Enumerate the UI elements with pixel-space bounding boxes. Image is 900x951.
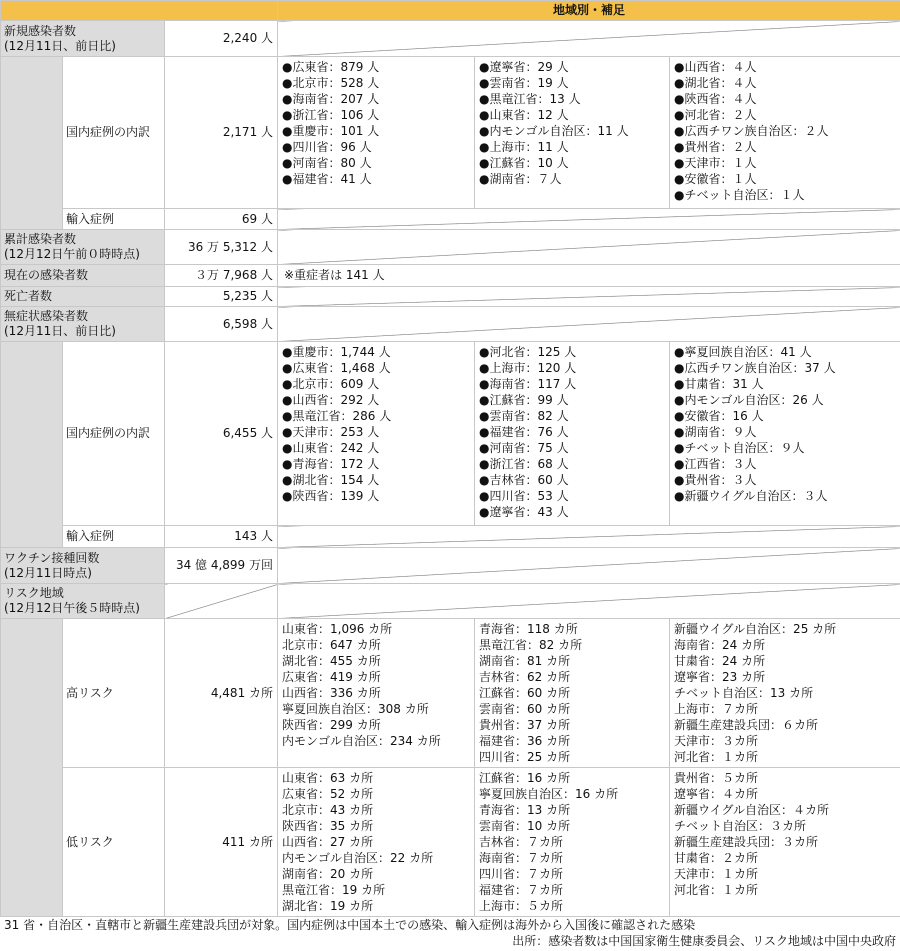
list-item: ●安徽省：１人 bbox=[674, 172, 757, 186]
new-cases-value: 2,240 人 bbox=[165, 21, 278, 57]
list-item: 甘粛省：24 カ所 bbox=[674, 654, 766, 668]
list-item: ●広西チワン族自治区：２人 bbox=[674, 124, 829, 138]
list-item: ●福建省：76 人 bbox=[479, 425, 569, 439]
list-item: ●湖南省：９人 bbox=[674, 425, 757, 439]
list-item: 山西省：336 カ所 bbox=[282, 686, 381, 700]
asymptomatic-label: 無症状感染者数 (12月11日、前日比) bbox=[1, 307, 165, 342]
high-risk-value: 4,481 カ所 bbox=[165, 619, 278, 768]
list-item: 寧夏回族自治区：308 カ所 bbox=[282, 702, 429, 716]
deaths-label: 死亡者数 bbox=[1, 287, 165, 307]
high-risk-row bbox=[1, 619, 900, 768]
list-item: ●河南省：80 人 bbox=[282, 156, 372, 170]
list-item: 陝西省：35 カ所 bbox=[282, 819, 374, 833]
list-item: 福建省：７カ所 bbox=[479, 883, 564, 897]
list-item: ●陝西省：４人 bbox=[674, 92, 757, 106]
list-item: 陝西省：299 カ所 bbox=[282, 718, 381, 732]
list-item: ●浙江省：68 人 bbox=[479, 457, 569, 471]
asym-domestic-row bbox=[1, 342, 900, 526]
list-item: 四川省：25 カ所 bbox=[479, 750, 571, 764]
header-row bbox=[1, 1, 900, 21]
list-item: 貴州省：37 カ所 bbox=[479, 718, 571, 732]
low-risk-row bbox=[1, 768, 900, 917]
list-item: 雲南省：60 カ所 bbox=[479, 702, 571, 716]
list-item: ●新疆ウイグル自治区：３人 bbox=[674, 489, 828, 503]
list-item: ●陝西省：139 人 bbox=[282, 489, 380, 503]
low-risk-value: 411 カ所 bbox=[165, 768, 278, 917]
list-item: ●山西省：４人 bbox=[674, 60, 757, 74]
list-item: ●天津市：253 人 bbox=[282, 425, 380, 439]
list-item: 上海市：５カ所 bbox=[479, 899, 564, 913]
asymptomatic-value: 6,598 人 bbox=[165, 307, 278, 342]
new-imported-row bbox=[1, 209, 900, 230]
list-item: ●湖南省：７人 bbox=[479, 172, 562, 186]
list-item: 山東省：63 カ所 bbox=[282, 771, 374, 785]
current-label: 現在の感染者数 bbox=[1, 265, 165, 287]
list-item: 新疆ウイグル自治区：４カ所 bbox=[674, 803, 830, 817]
asym-domestic-col3 bbox=[670, 342, 900, 526]
current-value: ３万 7,968 人 bbox=[165, 265, 278, 287]
list-item: ●海南省：207 人 bbox=[282, 92, 380, 106]
list-item: 内モンゴル自治区：234 カ所 bbox=[282, 734, 441, 748]
list-item: チベット自治区：３カ所 bbox=[674, 819, 807, 833]
asym-imported-label: 輸入症例 bbox=[63, 526, 165, 548]
asym-domestic-col2 bbox=[475, 342, 670, 526]
list-item: 河北省：１カ所 bbox=[674, 750, 759, 764]
list-item: ●四川省：96 人 bbox=[282, 140, 372, 154]
new-cases-label: 新規感染者数 (12月11日、前日比) bbox=[1, 21, 165, 57]
list-item: ●重慶市：101 人 bbox=[282, 124, 380, 138]
list-item: ●チベット自治区：９人 bbox=[674, 441, 805, 455]
list-item: 甘粛省：２カ所 bbox=[674, 851, 759, 865]
asym-domestic-label: 国内症例の内訳 bbox=[63, 342, 165, 526]
list-item: ●四川省：53 人 bbox=[479, 489, 569, 503]
asym-domestic-value: 6,455 人 bbox=[165, 342, 278, 526]
list-item: ●チベット自治区：１人 bbox=[674, 188, 805, 202]
list-item: 上海市：７カ所 bbox=[674, 702, 759, 716]
vaccine-label: ワクチン接種回数 (12月11日時点) bbox=[1, 548, 165, 584]
list-item: 雲南省：10 カ所 bbox=[479, 819, 571, 833]
vaccine-value: 34 億 4,899 万回 bbox=[165, 548, 278, 584]
list-item: 四川省：７カ所 bbox=[479, 867, 564, 881]
new-domestic-value: 2,171 人 bbox=[165, 57, 278, 209]
low-risk-col3 bbox=[670, 768, 900, 917]
cumulative-row bbox=[1, 230, 900, 265]
list-item: ●内モンゴル自治区：26 人 bbox=[674, 393, 824, 407]
list-item: 山東省：1,096 カ所 bbox=[282, 622, 393, 636]
list-item: ●広西チワン族自治区：37 人 bbox=[674, 361, 836, 375]
asym-domestic-col1 bbox=[278, 342, 475, 526]
new-domestic-row bbox=[1, 57, 900, 209]
list-item: 広東省：419 カ所 bbox=[282, 670, 381, 684]
list-item: ●江蘇省：99 人 bbox=[479, 393, 569, 407]
asym-imported-row bbox=[1, 526, 900, 548]
list-item: ●江蘇省：10 人 bbox=[479, 156, 569, 170]
list-item: ●上海市：120 人 bbox=[479, 361, 577, 375]
list-item: ●重慶市：1,744 人 bbox=[282, 345, 391, 359]
list-item: 湖南省：20 カ所 bbox=[282, 867, 374, 881]
list-item: ●広東省：879 人 bbox=[282, 60, 380, 74]
high-risk-col1 bbox=[278, 619, 475, 768]
new-domestic-col1 bbox=[278, 57, 475, 209]
new-imported-value: 69 人 bbox=[165, 209, 278, 230]
new-domestic-col3 bbox=[670, 57, 900, 209]
list-item: 貴州省：５カ所 bbox=[674, 771, 759, 785]
list-item: ●浙江省：106 人 bbox=[282, 108, 380, 122]
high-risk-label: 高リスク bbox=[63, 619, 165, 768]
list-item: 遼寧省：４カ所 bbox=[674, 787, 759, 801]
risk-row bbox=[1, 584, 900, 619]
list-item: ●山東省：12 人 bbox=[479, 108, 569, 122]
list-item: 北京市：647 カ所 bbox=[282, 638, 381, 652]
asym-imported-value: 143 人 bbox=[165, 526, 278, 548]
low-risk-col1 bbox=[278, 768, 475, 917]
deaths-row bbox=[1, 287, 900, 307]
list-item: ●湖北省：154 人 bbox=[282, 473, 380, 487]
list-item: 吉林省：７カ所 bbox=[479, 835, 564, 849]
region-header: 地域別・補足 bbox=[278, 1, 900, 21]
list-item: 天津市：３カ所 bbox=[674, 734, 759, 748]
list-item: ●青海省：172 人 bbox=[282, 457, 380, 471]
list-item: 広東省：52 カ所 bbox=[282, 787, 374, 801]
list-item: ●広東省：1,468 人 bbox=[282, 361, 391, 375]
list-item: ●江西省：３人 bbox=[674, 457, 757, 471]
list-item: 湖北省：455 カ所 bbox=[282, 654, 381, 668]
list-item: チベット自治区：13 カ所 bbox=[674, 686, 814, 700]
list-item: ●安徽省：16 人 bbox=[674, 409, 764, 423]
asymptomatic-row bbox=[1, 307, 900, 342]
list-item: 黒竜江省：19 カ所 bbox=[282, 883, 386, 897]
list-item: ●遼寧省：43 人 bbox=[479, 505, 569, 519]
list-item: 新疆生産建設兵団：６カ所 bbox=[674, 718, 819, 732]
list-item: 青海省：13 カ所 bbox=[479, 803, 571, 817]
list-item: ●北京市：609 人 bbox=[282, 377, 380, 391]
new-imported-label: 輸入症例 bbox=[63, 209, 165, 230]
list-item: 天津市：１カ所 bbox=[674, 867, 759, 881]
current-row bbox=[1, 265, 900, 287]
list-item: 内モンゴル自治区：22 カ所 bbox=[282, 851, 434, 865]
vaccine-row bbox=[1, 548, 900, 584]
severe-note: ※重症者は 141 人 bbox=[278, 265, 900, 287]
deaths-value: 5,235 人 bbox=[165, 287, 278, 307]
list-item: ●雲南省：19 人 bbox=[479, 76, 569, 90]
list-item: ●天津市：１人 bbox=[674, 156, 757, 170]
list-item: ●河北省：125 人 bbox=[479, 345, 577, 359]
list-item: ●貴州省：２人 bbox=[674, 140, 757, 154]
list-item: ●雲南省：82 人 bbox=[479, 409, 569, 423]
list-item: ●山東省：242 人 bbox=[282, 441, 380, 455]
list-item: 吉林省：62 カ所 bbox=[479, 670, 571, 684]
low-risk-label: 低リスク bbox=[63, 768, 165, 917]
list-item: ●河南省：75 人 bbox=[479, 441, 569, 455]
list-item: ●山西省：292 人 bbox=[282, 393, 380, 407]
list-item: ●湖北省：４人 bbox=[674, 76, 757, 90]
list-item: 福建省：36 カ所 bbox=[479, 734, 571, 748]
list-item: 河北省：１カ所 bbox=[674, 883, 759, 897]
list-item: 新疆ウイグル自治区：25 カ所 bbox=[674, 622, 837, 636]
cumulative-value: 36 万 5,312 人 bbox=[165, 230, 278, 265]
list-item: ●寧夏回族自治区：41 人 bbox=[674, 345, 812, 359]
list-item: ●海南省：117 人 bbox=[479, 377, 577, 391]
high-risk-col2 bbox=[475, 619, 670, 768]
list-item: ●河北省：２人 bbox=[674, 108, 757, 122]
list-item: ●吉林省：60 人 bbox=[479, 473, 569, 487]
cumulative-label: 累計感染者数 (12月12日午前０時時点) bbox=[1, 230, 165, 265]
list-item: 遼寧省：23 カ所 bbox=[674, 670, 766, 684]
list-item: 江蘇省：16 カ所 bbox=[479, 771, 571, 785]
list-item: 山西省：27 カ所 bbox=[282, 835, 374, 849]
list-item: 湖南省：81 カ所 bbox=[479, 654, 571, 668]
new-cases-row bbox=[1, 21, 900, 57]
list-item: ●黒竜江省：13 人 bbox=[479, 92, 581, 106]
new-domestic-col2 bbox=[475, 57, 670, 209]
list-item: 新疆生産建設兵団：３カ所 bbox=[674, 835, 819, 849]
list-item: ●黒竜江省：286 人 bbox=[282, 409, 392, 423]
footer-note: 31 省・自治区・直轄市と新疆生産建設兵団が対象。国内症例は中国本土での感染、輸入症例は海外から入国後に確認された感染 bbox=[4, 918, 696, 932]
footer bbox=[0, 917, 900, 949]
new-domestic-label: 国内症例の内訳 bbox=[63, 57, 165, 209]
list-item: ●貴州省：３人 bbox=[674, 473, 757, 487]
low-risk-col2 bbox=[475, 768, 670, 917]
list-item: ●上海市：11 人 bbox=[479, 140, 569, 154]
list-item: 寧夏回族自治区：16 カ所 bbox=[479, 787, 619, 801]
list-item: ●内モンゴル自治区：11 人 bbox=[479, 124, 629, 138]
list-item: ●北京市：528 人 bbox=[282, 76, 380, 90]
list-item: 海南省：24 カ所 bbox=[674, 638, 766, 652]
risk-label: リスク地域 (12月12日午後５時時点) bbox=[1, 584, 165, 619]
list-item: 湖北省：19 カ所 bbox=[282, 899, 374, 913]
list-item: 海南省：７カ所 bbox=[479, 851, 564, 865]
list-item: ●福建省：41 人 bbox=[282, 172, 372, 186]
list-item: ●遼寧省：29 人 bbox=[479, 60, 569, 74]
footer-source: 出所：感染者数は中国国家衛生健康委員会、リスク地域は中国中央政府 bbox=[512, 934, 896, 948]
list-item: 江蘇省：60 カ所 bbox=[479, 686, 571, 700]
list-item: ●甘粛省：31 人 bbox=[674, 377, 764, 391]
high-risk-col3 bbox=[670, 619, 900, 768]
list-item: 青海省：118 カ所 bbox=[479, 622, 578, 636]
list-item: 黒竜江省：82 カ所 bbox=[479, 638, 583, 652]
list-item: 北京市：43 カ所 bbox=[282, 803, 374, 817]
